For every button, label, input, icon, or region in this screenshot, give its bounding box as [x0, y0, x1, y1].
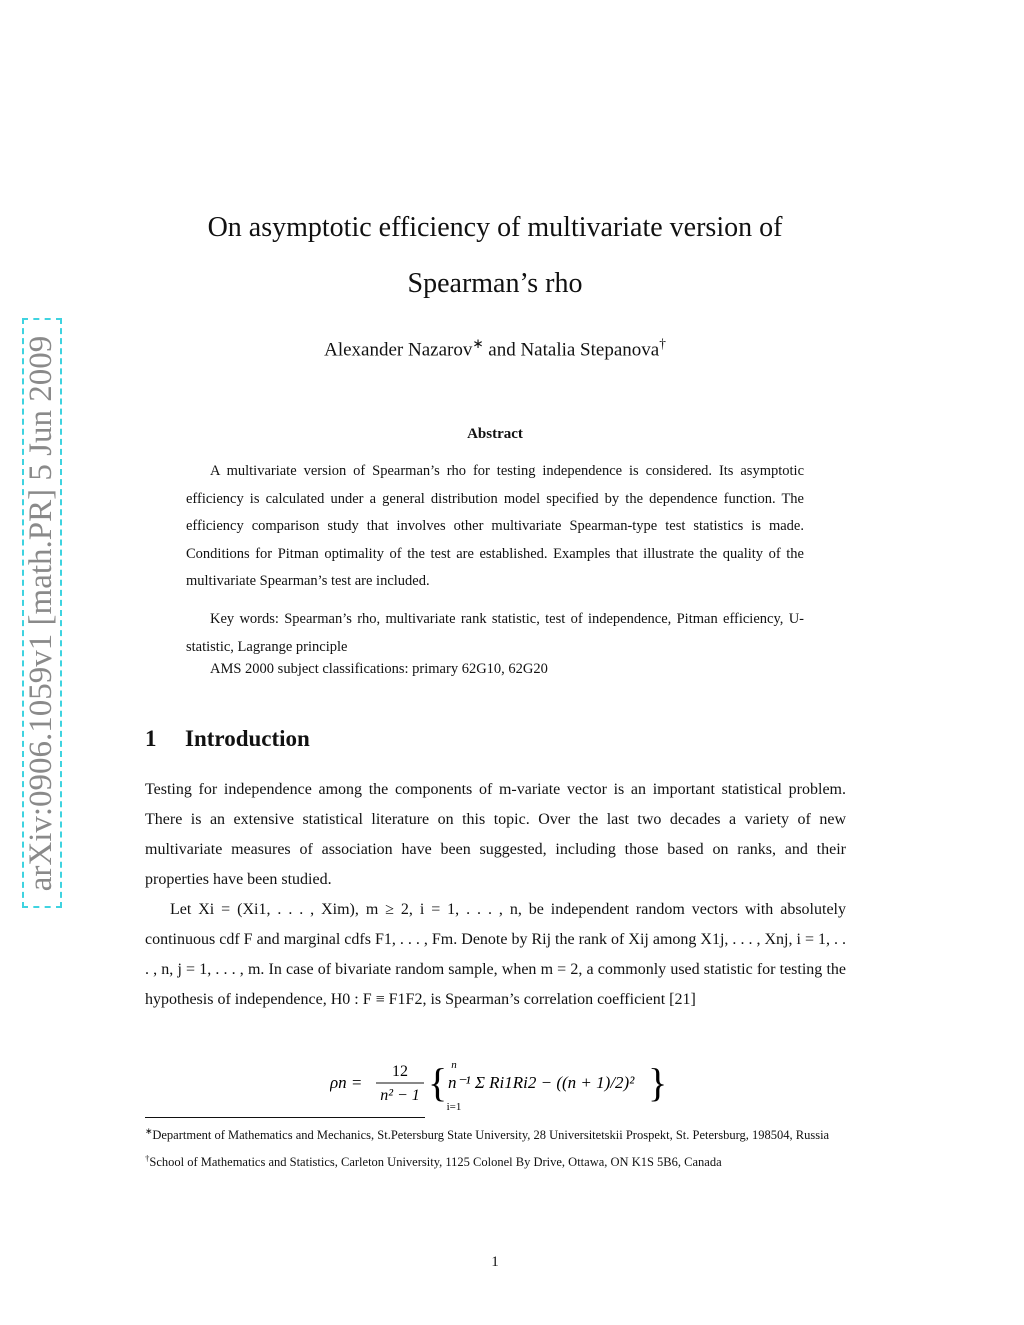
footnote-1-mark: ∗: [145, 1126, 153, 1136]
spearman-formula: [330, 1052, 670, 1112]
formula-sum-upper: n: [451, 1059, 457, 1071]
formula-lhs: ρn =: [330, 1073, 363, 1092]
arxiv-stamp-text: arXiv:0906.1059v1 [math.PR] 5 Jun 2009: [23, 335, 60, 891]
footnote-2-text: School of Mathematics and Statistics, Carleton University, 1125 Colonel By Drive, Ottawa, ON K1S 5B6, Canada: [149, 1155, 722, 1170]
author-1-mark: ∗: [472, 336, 484, 351]
author-1: Alexander Nazarov: [324, 339, 473, 361]
abstract-text: A multivariate version of Spearman’s rho for testing independence is considered. Its asymptotic efficiency is calculated under a general distribution model specified by the dependence function. The efficiency comparison study that involves other multivariate Spearman-type test statistics is made. Conditions for Pitman optimality of the test are established. Examples that illustrate the quality of the multivariate Spearman’s test are included.: [186, 463, 804, 589]
paragraph-2-text: Let Xi = (Xi1, . . . , Xim), m ≥ 2, i = 1, . . . , n, be independent random vectors with absolutely continuous cdf F and marginal cdfs F1, . . . , Fm. Denote by Rij the rank of Xij among X1j, . . . , Xnj, i = 1, . . . , n, j = 1, . . . , m. In case of bivariate random sample, when m = 2, a commonly used statistic for testing the hypothesis of independence, H0 : F ≡ F1F2, is Spearman’s correlation coefficient [21]: [145, 901, 846, 1008]
author-2: Natalia Stepanova: [520, 339, 660, 361]
page-number: 1: [491, 1254, 499, 1270]
paragraph-1-text: Testing for independence among the components of m-variate vector is an important statistical problem. There is an extensive statistical literature on this topic. Over the last two decades a variety of new multivariate measures of association have been suggested, including those based on ranks, and their properties have been studied.: [145, 781, 846, 888]
paper-title-line2: Spearman’s rho: [407, 268, 583, 299]
paragraph-1: [145, 775, 846, 895]
footnotes: [145, 1120, 846, 1174]
footnote-2-mark: †: [145, 1153, 150, 1164]
abstract-heading: Abstract: [467, 426, 523, 442]
keywords: [186, 606, 804, 661]
formula-left-brace: {: [428, 1060, 448, 1105]
section-heading: [145, 726, 310, 752]
ams-classification: AMS 2000 subject classifications: primary 62G10, 62G20: [210, 661, 548, 677]
formula-body: n⁻¹ Σ Ri1Ri2 − ((n + 1)/2)²: [448, 1073, 635, 1092]
authors-connector: and: [488, 339, 516, 361]
formula-numerator: 12: [392, 1063, 408, 1080]
arxiv-stamp: [22, 318, 62, 908]
formula-sum-lower: i=1: [446, 1101, 462, 1113]
formula-svg: [330, 1052, 670, 1114]
paragraph-2: [145, 895, 846, 1015]
footnote-2: [145, 1147, 846, 1174]
keywords-text: Key words: Spearman’s rho, multivariate rank statistic, test of independence, Pitman efficiency, U-statistic, Lagrange principle: [186, 611, 804, 655]
paper-title-line1: On asymptotic efficiency of multivariate version of: [207, 212, 783, 243]
section-number: 1: [145, 726, 157, 751]
footnote-1: [145, 1120, 846, 1147]
abstract-body: [186, 458, 804, 596]
author-2-mark: †: [659, 336, 666, 351]
formula-denominator: n² − 1: [380, 1087, 420, 1104]
authors: [150, 336, 840, 361]
section-title: Introduction: [185, 726, 310, 751]
formula-right-brace: }: [648, 1060, 668, 1105]
footnote-rule: [145, 1117, 425, 1118]
footnote-1-text: Department of Mathematics and Mechanics, St.Petersburg State University, 28 Universitetskii Prospekt, St. Petersburg, 198504, Russia: [152, 1128, 830, 1143]
